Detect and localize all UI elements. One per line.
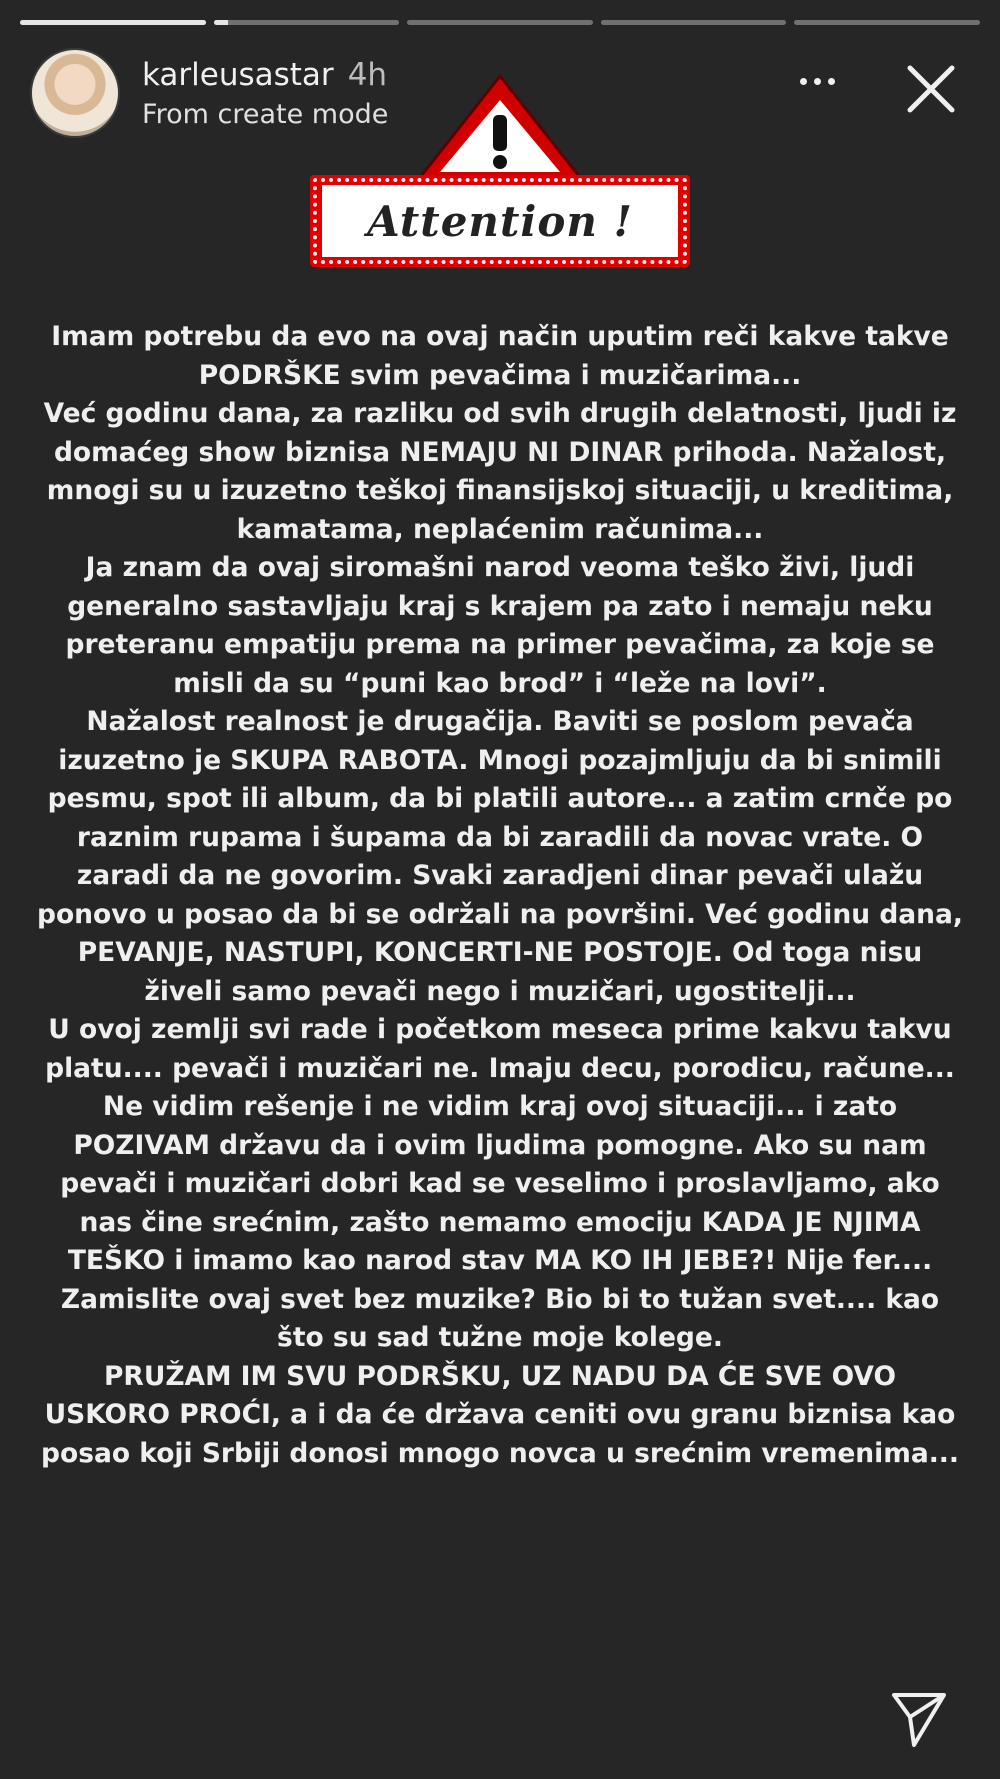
- attention-banner-inner: [322, 185, 678, 257]
- story-text-line: pevači i muzičari dobri kad se veselimo i proslavljamo, ako: [60, 1168, 940, 1199]
- story-text-line: nas čine srećnim, zašto nemamo emociju KADA JE NJIMA: [79, 1206, 921, 1238]
- close-icon[interactable]: [902, 60, 960, 118]
- story-text-line: POZIVAM državu da i ovim ljudima pomogne. Ako su nam: [73, 1129, 927, 1161]
- warning-triangle-icon: [410, 70, 590, 185]
- story-text-line: preteranu empatiju prema na primer pevačima, za koje se: [65, 629, 935, 660]
- story-time: 4h: [347, 56, 388, 93]
- progress-segment: [601, 20, 787, 25]
- story-text-line: izuzetno je SKUPA RABOTA. Mnogi pozajmljuju da bi snimili: [58, 744, 942, 776]
- send-icon[interactable]: [888, 1687, 950, 1749]
- progress-segment: [20, 20, 206, 25]
- story-text-line: posao koji Srbiji donosi mnogo novca u srećnim vremenima...: [41, 1437, 959, 1469]
- story-subtitle: From create mode: [142, 98, 389, 130]
- story-text-line: USKORO PROĆI, a i da će država ceniti ovu granu biznisa kao: [44, 1399, 956, 1430]
- story-text-line: platu.... pevači i muzičari ne. Imaju decu, porodicu, račune...: [45, 1052, 955, 1084]
- story-text-line: raznim rupama i šupama da bi zaradili da novac vrate. O: [76, 821, 924, 853]
- story-text-line: Ja znam da ovaj siromašni narod veoma teško živi, ljudi: [85, 552, 915, 583]
- story-text-line: ponovo u posao da bi se održali na površini. Već godinu dana,: [37, 898, 963, 930]
- story-progress-bar: [20, 20, 980, 25]
- dot: [814, 78, 821, 85]
- progress-segment: [214, 20, 400, 25]
- attention-sticker: [310, 70, 690, 270]
- story-text-line: U ovoj zemlji svi rade i početkom meseca prime kakvu takvu: [48, 1014, 952, 1045]
- progress-segment: [794, 20, 980, 25]
- story-text-line: pesmu, spot ili album, da bi platili autore... a zatim crnče po: [47, 783, 953, 814]
- dot: [800, 78, 807, 85]
- story-text-line: generalno sastavljaju kraj s krajem pa zato i nemaju neku: [67, 590, 933, 622]
- story-text-line: Nažalost realnost je drugačija. Baviti se poslom pevača: [86, 706, 914, 737]
- username[interactable]: karleusastar: [142, 56, 334, 93]
- story-text-line: domaćeg show biznisa NEMAJU NI DINAR prihoda. Nažalost,: [53, 436, 947, 468]
- story-text-line: što su sad tužne moje kolege.: [277, 1322, 723, 1353]
- story-text-line: mnogi su u izuzetno teškoj finansijskoj situaciji, u kreditima,: [46, 475, 954, 506]
- story-text-line: Ne vidim rešenje i ne vidim kraj ovoj situaciji... i zato: [102, 1091, 898, 1122]
- attention-text: Attention !: [367, 196, 633, 246]
- story-text-line: kamatama, neplaćenim računima...: [236, 513, 764, 545]
- more-options-icon[interactable]: [800, 78, 835, 85]
- attention-banner: [310, 175, 690, 267]
- story-text-line: živeli samo pevači nego i muzičari, ugostitelji...: [144, 975, 856, 1007]
- story-text-line: PODRŠKE svim pevačima i muzičarima...: [198, 359, 802, 391]
- story-text-line: TEŠKO i imamo kao narod stav MA KO IH JEBE?! Nije fer....: [67, 1245, 933, 1276]
- story-text-line: Imam potrebu da evo na ovaj način uputim reči kakve takve: [51, 321, 949, 352]
- story-text-line: zaradi da ne govorim. Svaki zaradjeni dinar pevači ulažu: [76, 860, 924, 891]
- story-text-line: PRUŽAM IM SVU PODRŠKU, UZ NADU DA ĆE SVE OVO: [104, 1360, 896, 1392]
- dot: [828, 78, 835, 85]
- avatar[interactable]: [30, 48, 120, 138]
- story-text: [10, 318, 990, 1473]
- story-text-line: Zamislite ovaj svet bez muzike? Bio bi to tužan svet.... kao: [60, 1283, 940, 1315]
- story-text-line: Već godinu dana, za razliku od svih drugih delatnosti, ljudi iz: [43, 398, 957, 429]
- story-text-line: misli da su “puni kao brod” i “leže na lovi”.: [173, 667, 827, 699]
- story-text-line: PEVANJE, NASTUPI, KONCERTI-NE POSTOJE. Od toga nisu: [77, 937, 923, 968]
- progress-segment: [407, 20, 593, 25]
